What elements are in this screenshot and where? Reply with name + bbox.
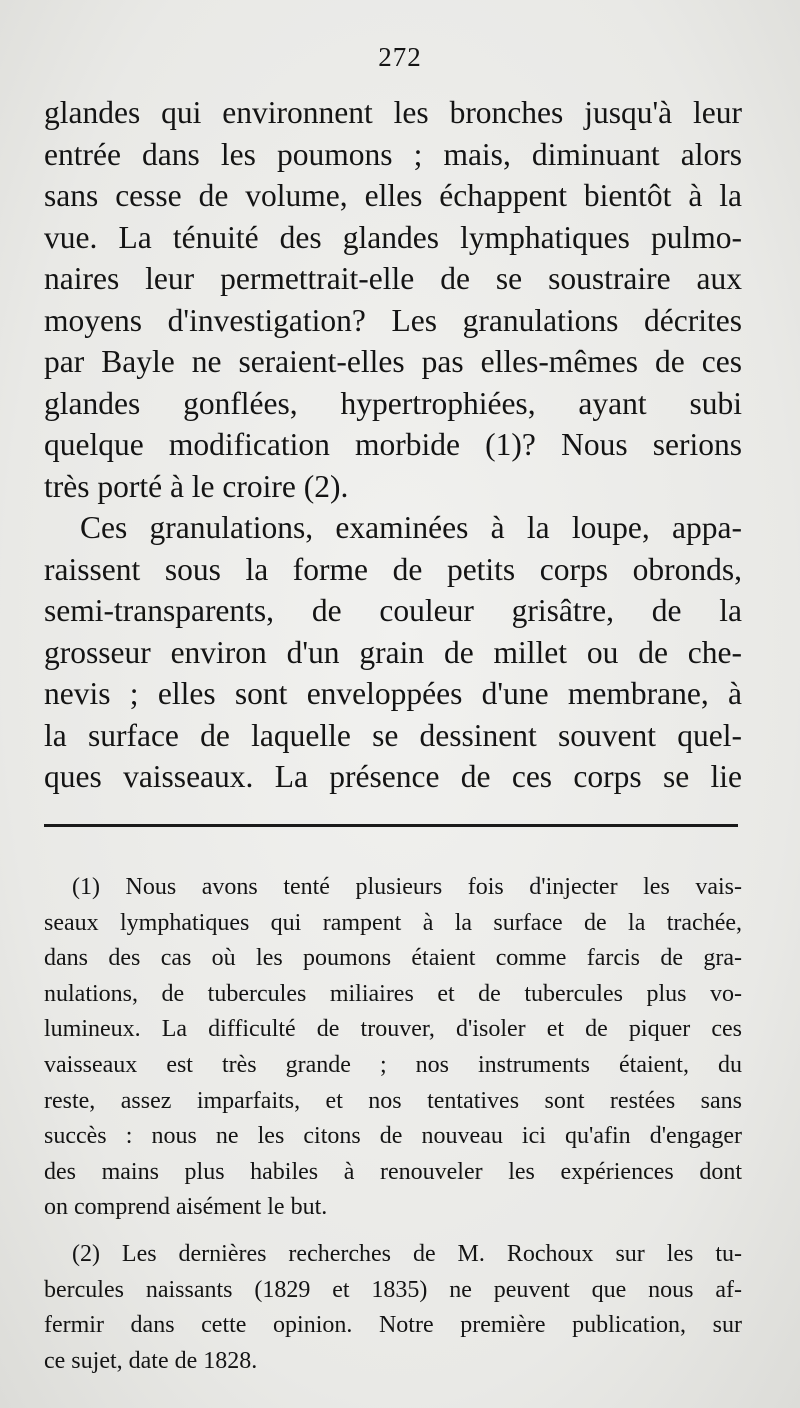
text-line: grosseur environ d'un grain de millet ou de che-: [44, 634, 742, 670]
text-line: très porté à le croire (2).: [44, 468, 349, 504]
footnote-2: [44, 1237, 742, 1379]
text-line: raissent sous la forme de petits corps obronds,: [44, 551, 742, 587]
footnote-line: succès : nous ne les citons de nouveau ici qu'afin d'engager: [44, 1123, 742, 1150]
footnote-line: des mains plus habiles à renouveler les expériences dont: [44, 1158, 742, 1185]
text-line: vue. La ténuité des glandes lymphatiques pulmo-: [44, 219, 742, 255]
main-text: [44, 92, 742, 798]
text-line: naires leur permettrait-elle de se soustraire aux: [44, 261, 742, 296]
text-line: glandes qui environnent les bronches jusqu'à leur: [44, 95, 742, 130]
text-line: la surface de laquelle se dessinent souvent quel-: [44, 717, 742, 753]
text-line: entrée dans les poumons ; mais, diminuant alors: [44, 136, 742, 172]
footnote-line: seaux lymphatiques qui rampent à la surface de la trachée,: [44, 909, 742, 936]
footnote-line: (1) Nous avons tenté plusieurs fois d'injecter les vais-: [72, 874, 742, 900]
text-line: par Bayle ne seraient-elles pas elles-mêmes de ces: [44, 344, 742, 379]
footnote-line: vaisseaux est très grande ; nos instruments étaient, du: [44, 1051, 742, 1078]
footnote-line: (2) Les dernières recherches de M. Rochoux sur les tu-: [72, 1241, 742, 1267]
footnote-line: dans des cas où les poumons étaient comme farcis de gra-: [44, 945, 742, 972]
text-line: semi-transparents, de couleur grisâtre, de la: [44, 593, 742, 628]
footnote-line: reste, assez imparfaits, et nos tentatives sont restées sans: [44, 1087, 742, 1114]
footnote-1: [44, 870, 742, 1226]
footnote-line: nulations, de tubercules miliaires et de tubercules plus vo-: [44, 980, 742, 1007]
footnote-line: on comprend aisément le but.: [44, 1194, 328, 1221]
footnote-line: lumineux. La difficulté de trouver, d'isoler et de piquer ces: [44, 1016, 742, 1043]
footnote-divider: [44, 824, 738, 827]
text-line: nevis ; elles sont enveloppées d'une membrane, à: [44, 676, 742, 711]
text-line: ques vaisseaux. La présence de ces corps se lie: [44, 759, 742, 794]
text-line: moyens d'investigation? Les granulations décrites: [44, 302, 742, 338]
footnote-line: fermir dans cette opinion. Notre première publication, sur: [44, 1312, 742, 1339]
text-line: glandes gonflées, hypertrophiées, ayant subi: [44, 385, 742, 421]
text-line: sans cesse de volume, elles échappent bientôt à la: [44, 178, 742, 213]
footnote-line: bercules naissants (1829 et 1835) ne peuvent que nous af-: [44, 1276, 742, 1303]
text-line: Ces granulations, examinées à la loupe, appa-: [80, 510, 742, 545]
text-line: quelque modification morbide (1)? Nous serions: [44, 427, 742, 462]
page-number: 272: [378, 42, 422, 72]
footnote-line: ce sujet, date de 1828.: [44, 1347, 258, 1374]
